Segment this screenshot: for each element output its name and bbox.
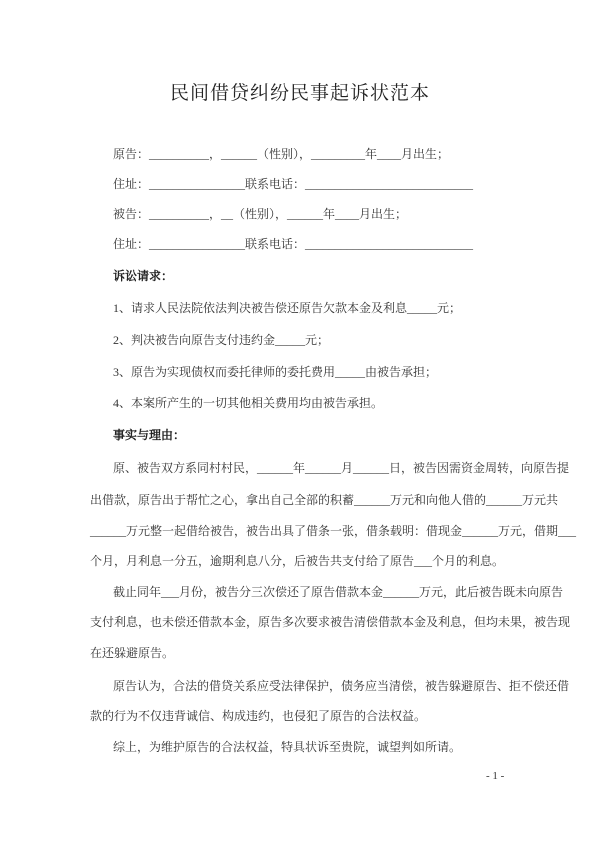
paragraph-line: ______万元整一起借给被告，被告出具了借条一张，借条载明：借现金______万元，借期___ (90, 524, 577, 538)
document-title: 民间借贷纠纷民事起诉状范本 (169, 83, 430, 104)
plaintiff-line: 原告：__________，______（性别），_________年____月出生； (113, 147, 450, 161)
paragraph-line: 出借款，原告出于帮忙之心，拿出自己全部的积蓄______万元和向他人借的______万元共 (90, 493, 559, 507)
paragraph-line: 截止同年___月份，被告分三次偿还了原告借款本金______万元，此后被告既未向原告 (113, 585, 564, 599)
paragraph-line: 支付利息，也未偿还借款本金，原告多次要求被告清偿借款本金及利息，但均未果，被告现 (90, 615, 571, 629)
defendant-address-line: 住址：________________联系电话：____________________________ (113, 237, 474, 251)
claims-heading: 诉讼请求： (113, 269, 174, 283)
plaintiff-address-line: 住址：________________联系电话：____________________________ (113, 177, 474, 191)
page-number: - 1 - (486, 770, 505, 782)
paragraph-line: 综上，为维护原告的合法权益，特具状诉至贵院，诚望判如所请。 (113, 740, 462, 754)
paragraph-line: 原告认为，合法的借贷关系应受法律保护，债务应当清偿，被告躲避原告、拒不偿还借 (113, 679, 570, 693)
claim-item: 4、本案所产生的一切其他相关费用均由被告承担。 (113, 396, 384, 410)
paragraph-line: 个月，月利息一分五，逾期利息八分，后被告共支付给了原告___个月的利息。 (90, 554, 505, 568)
paragraph-line: 原、被告双方系同村村民，______年______月______日，被告因需资金周转，向原告提 (113, 461, 570, 475)
paragraph-line: 在还躲避原告。 (90, 646, 175, 660)
claim-item: 1、请求人民法院依法判决被告偿还原告欠款本金及利息_____元； (113, 301, 462, 315)
claim-item: 2、判决被告向原告支付违约金_____元； (113, 333, 330, 347)
claim-item: 3、原告为实现债权而委托律师的委托费用_____由被告承担； (113, 365, 438, 379)
facts-heading: 事实与理由： (113, 428, 186, 442)
defendant-line: 被告：__________，__（性别），______年____月出生； (113, 207, 408, 221)
paragraph-line: 款的行为不仅违背诚信、构成违约，也侵犯了原告的合法权益。 (90, 709, 427, 723)
